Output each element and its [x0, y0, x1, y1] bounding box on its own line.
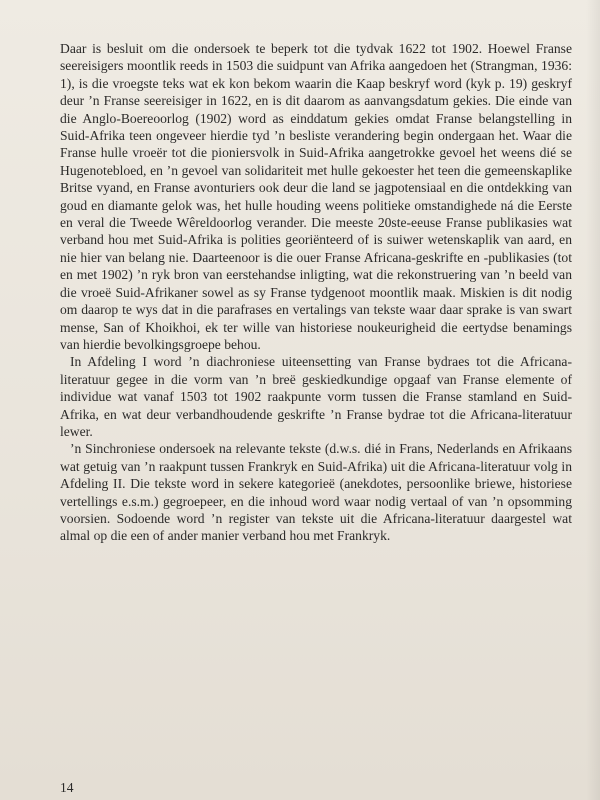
page-number: 14 [60, 780, 74, 795]
paragraph-3: ’n Sinchroniese ondersoek na relevante tekste (d.w.s. dié in Frans, Nederlands en Afrikaans wat getuig van ’n raakpunt tussen Frankryk en Suid-Afrika) uit die Africana-literatuur volg in Afdeling II. Die tekste word in sekere kategorieë (anekdotes, persoonlike briewe, historiese vertellings e.s.m.) gegroepeer, en die inhoud word waar nodig vertaal of van ’n opsomming voorsien. Sodoende word ’n register van tekste uit die Africana-literatuur daargestel wat almal op die een of ander manier verband hou met Frankryk. [60, 441, 572, 544]
paragraph-2: In Afdeling I word ’n diachroniese uiteensetting van Franse bydraes tot die Africana-literatuur gegee in die vorm van ’n breë geskiedkundige opgaaf van Franse elemente of individue wat vanaf 1503 tot 1902 raakpunte vorm tussen die Franse stamland en Suid-Afrika, en wat deur verbandhoudende geskrifte ’n Franse bydrae tot die Africana-literatuur lewer. [60, 354, 572, 439]
body-text [60, 40, 572, 545]
page-edge-shadow [586, 0, 600, 800]
paragraph-1: Daar is besluit om die ondersoek te beperk tot die tydvak 1622 tot 1902. Hoewel Franse seereisigers moontlik reeds in 1503 die suidpunt van Afrika aangedoen het (Strangman, 1936: 1), is die vroegste teks wat ek kon bekom waarin die Kaap beskryf word (kyk p. 19) geskryf deur ’n Franse seereisiger in 1622, en is dit daarom as aanvangsdatum gekies. Die einde van die Anglo-Boereoorlog (1902) word as einddatum gekies omdat Franse belangstelling in Suid-Afrika teen ongeveer hierdie tyd ’n besliste verandering begin ondergaan het. Waar die Franse hulle vroeër tot die pioniersvolk in Suid-Afrika aangetrokke gevoel het weens dié se Hugenotebloed, en ’n gevoel van solidariteit met hulle gekoester het teen die gemeenskaplike Britse vyand, en Franse avonturiers ook deur die land se jagpotensiaal en die ontdekking van goud en diamante gelok was, het hulle houding weens politieke omstandighede ná die Eerste en veral die Tweede Wêreldoorlog verander. Die meeste 20ste-eeuse Franse publikasies wat verband hou met Suid-Afrika is polities georiënteerd of is suiwer wetenskaplik van aard, en nie hier van belang nie. Daarteenoor is die ouer Franse Africana-geskrifte en -publikasies (tot en met 1902) ’n ryk bron van eerstehandse inligting, wat die rekonstruering van ’n beeld van die vroeë Suid-Afrikaner sowel as sy Franse tydgenoot moontlik maak. Miskien is dit nodig om daarop te wys dat in die parafrases en vertalings van tekste waar daar sprake is van swart mense, San of Khoikhoi, ek ter wille van historiese noukeurigheid die eertydse benamings van hierdie bevolkingsgroepe behou. [60, 41, 572, 352]
